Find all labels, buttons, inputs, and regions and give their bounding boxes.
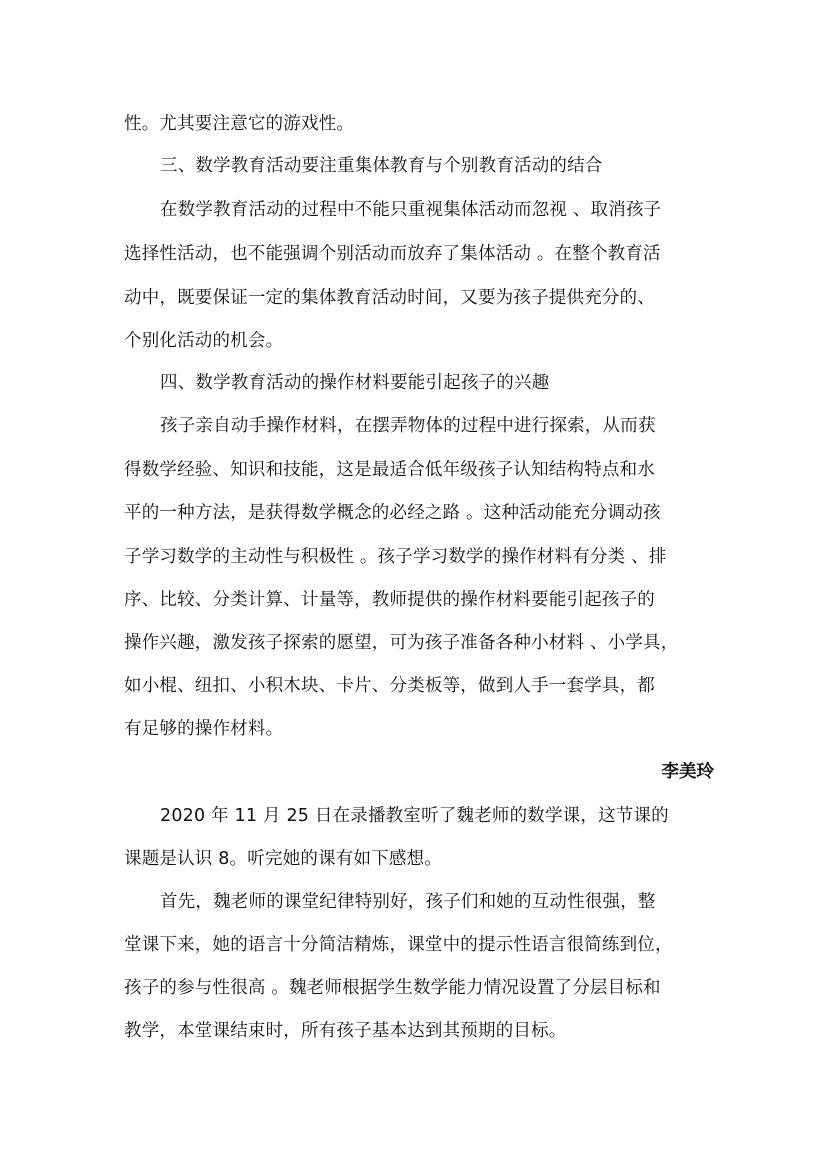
text-line: 课题是认识 8。听完她的课有如下感想。 (124, 849, 442, 869)
text-line: 首先，魏老师的课堂纪律特别好，孩子们和她的互动性很强，整 (160, 892, 656, 912)
text-line: 平的一种方法，是获得数学概念的必经之路 。这种活动能充分调动孩 (124, 503, 661, 523)
text-line: 性。尤其要注意它的游戏性。 (124, 114, 355, 134)
section-heading: 四、数学教育活动的操作材料要能引起孩子的兴趣 (160, 373, 550, 393)
text-line: 得数学经验、知识和技能，这是最适合低年级孩子认知结构特点和水 (124, 460, 655, 480)
text-line: 如小棍、纽扣、小积木块、卡片、分类板等，做到人手一套学具，都 (124, 676, 655, 696)
text-line: 教学，本堂课结束时，所有孩子基本达到其预期的目标。 (124, 1021, 567, 1041)
author-name: 李美玲 (661, 762, 714, 782)
text-line: 子学习数学的主动性与积极性 。孩子学习数学的操作材料有分类 、排 (124, 547, 667, 567)
text-line: 操作兴趣，激发孩子探索的愿望，可为孩子准备各种小材料 、小学具， (124, 633, 679, 653)
text-line: 堂课下来，她的语言十分简洁精炼，课堂中的提示性语言很简练到位， (124, 935, 673, 955)
text-line: 在数学教育活动的过程中不能只重视集体活动而忽视 、取消孩子 (160, 200, 662, 220)
text-line: 有足够的操作材料。 (124, 719, 284, 739)
section-heading: 三、数学教育活动要注重集体教育与个别教育活动的结合 (160, 156, 603, 176)
text-line: 个别化活动的机会。 (124, 331, 284, 351)
text-line: 序、比较、分类计算、计量等，教师提供的操作材料要能引起孩子的 (124, 590, 655, 610)
text-line: 孩子的参与性很高 。魏老师根据学生数学能力情况设置了分层目标和 (124, 978, 661, 998)
text-line: 动中，既要保证一定的集体教育活动时间，又要为孩子提供充分的、 (124, 288, 655, 308)
text-line: 孩子亲自动手操作材料，在摆弄物体的过程中进行探索，从而获 (160, 416, 656, 436)
text-line: 2020 年 11 月 25 日在录播教室听了魏老师的数学课，这节课的 (160, 806, 669, 826)
text-line: 选择性活动，也不能强调个别活动而放弃了集体活动 。在整个教育活 (124, 244, 661, 264)
